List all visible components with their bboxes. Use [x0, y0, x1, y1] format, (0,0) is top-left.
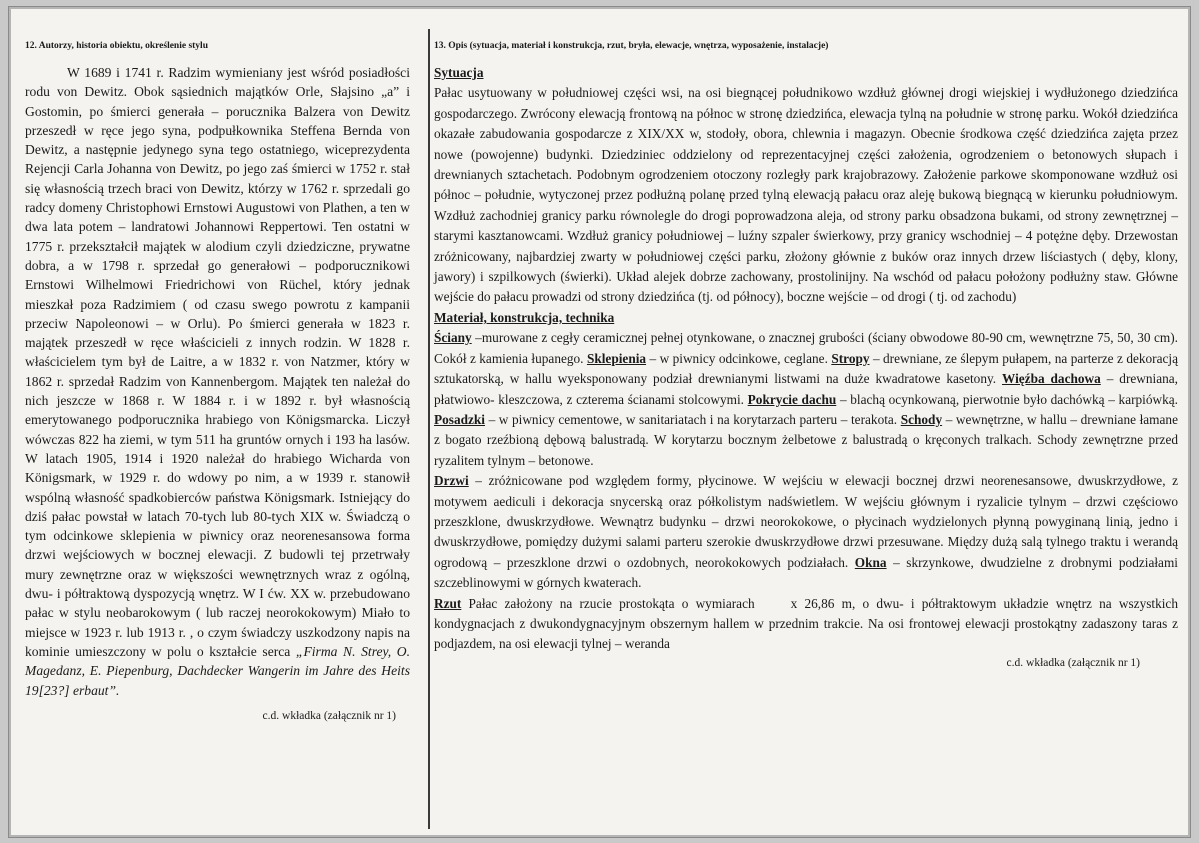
rzut-paragraph: Rzut Pałac założony na rzucie prostokąta o wymiarach x 26,86 m, o dwu- i półtraktowym układzie wnętrz na wszystkich kondygnacjach z dwukondygnacyjnym obszernym hallem w przednim trakcie. Na osi frontowej elewacji prostokątny zadaszony taras z podjazdem, na osi elewacji tylnej – weranda [434, 595, 1178, 652]
label-rzut: Rzut [434, 595, 462, 611]
history-text: W 1689 i 1741 r. Radzim wymieniany jest wśród posiadłości rodu von Dewitz. Obok sąsiednich majątków Orle, Słajsino „a” i Gostomin, po śmierci generała – porucznika Balzera von Dewitz przeszedł w ręce jego syna, podpułkownika Steffena Bernda von Dewitz, a następnie jedynego syna tego ostatniego, wiceprezydenta Rejencji Carla Johanna von Dewitz, po jego zaś śmierci w 1752 r. stał się własnością trzech braci von Dewitz, którzy w 1762 r. sprzedali go radcy domeny Christophowi Ernstowi Augustowi von Plathen, a ten w dwa lata potem – landratowi Johannowi Reppertowi. Ten ostatni w 1775 r. przekształcił majątek w alodium czyli dziedziczne, prywatne dobra, a w 1798 r. sprzedał go generałowi – podporucznikowi Ernstowi Wilhelmowi Friedrichowi von Rüchel, który jednak mieszkał poza Radzimiem ( od czasu swego powrotu z kampanii przeciw Napoleonowi – w Orlu). Po śmierci generała w 1823 r. majątek przeszedł w ręce właścicieli z innych rodzin. W 1828 r. właścicielem tym był de Laitre, a w 1832 r. von Natzmer, który w 1862 r. sprzedał Radzim von Kannenbergom. Majątek ten należał do nich jeszcze w 1868 r. W 1884 r. i w 1892 r. był własnością emerytowanego podporucznika hrabiego von Königsmarcka. Liczył wówczas 822 ha ziemi, w tym 511 ha gruntów ornych i 193 ha lasów. W latach 1905, 1914 i 1920 należał do hrabiego Wicharda von Königsmark, w 1929 r. do wdowy po nim, a w 1939 r. stanowił wspólną własność spadkobierców państwa Königsmark. Istniejący do dziś pałac powstał w latach 70-tych lub 80-tych XIX w. Świadczą o tym odcinkowe sklepienia w piwnicy oraz neorenesansowa forma drzwi wejściowych w bocznej elewacji. Z budowli tej przetrwały mury zewnętrzne oraz w większości wewnętrznych wraz z ogólną, dwu- i półtraktową dyspozycją wnętrz. W I ćw. XX w. przebudowano pałac w stylu neobarokowym ( lub raczej neorokokowym) Miało to miejsce w 1923 r. lub 1913 r. , o czym świadczy uszkodzony napis na kominie umieszczony w polu o kształcie serca [25, 65, 410, 659]
section-13-heading: 13. Opis (sytuacja, materiał i konstrukcja, rzut, bryła, elewacje, wnętrza, wyposażenie, instalacje) [434, 41, 829, 51]
label-pokrycie: Pokrycie dachu [747, 391, 837, 407]
section-12-history [25, 41, 410, 722]
chimney-inscription-quote: „Firma N. Strey, O. Magedanz, E. Piepenburg, Dachdecker Wangerin im Jahre des Heits 19[23?] erbaut”. [25, 643, 410, 698]
label-stropy: Stropy [831, 350, 870, 366]
section-12-heading: 12. Autorzy, historia obiektu, określenie stylu [25, 41, 208, 51]
label-posadzki: Posadzki [434, 411, 485, 427]
material-title: Materiał, konstrukcja, technika [434, 309, 615, 325]
label-schody: Schody [900, 411, 943, 427]
sytuacja-text: Pałac usytuowany w południowej części wsi, na osi biegnącej południkowo wzdłuż głównej drogi wiejskiej i wydłużonego dziedzińca gospodarczego. Zwrócony elewacją frontową na północ w stronę dziedzińca, elewacja tylną na południe w stronę parku. Wokół dziedzińca okazałe zabudowania gospodarcze z XIX/XX w, stodoły, obora, chlewnia i magazyn. Obecnie środkowa część dziedzińca zajęta przez nowe (powojenne) budynki. Dziedziniec oddzielony od reprezentacyjnej części założenia, ogrodzeniem o betonowych słupach i drewnianych sztachetach. Podobnym ogrodzeniem otoczony rozległy park krajobrazowy. Założenie parkowe skomponowane wzdłuż osi północ – południe, wytyczonej przez podłużną polanę przed tylną elewacją pałacu oraz aleję bukową biegnącą w kierunku południowym. Wzdłuż zachodniej granicy parku równolegle do drogi poprowadzona aleja, od strony parku obsadzona bukami, od strony zewnętrznej – starymi kasztanowcami. Wzdłuż granicy południowej – luźny szpaler świerkowy, przy granicy wschodniej – 4 potężne dęby. Drzewostan zróżnicowany, najbardziej zwarty w południowej części parku, złożony głównie z buków oraz innych drzew liściastych ( dęby, klony, jawory) i szpilkowych (świerki). Układ alejek dobrze zachowany, prostoliniјny. Na wschód od pałacu położony podłużny staw. Główne wejście do pałacu prowadzi od strony dziedzińca (tj. od północy), boczne wejście – od drogi ( tj. od zachodu) [434, 85, 1178, 305]
continuation-note-right: c.d. wkładka (załącznik nr 1) [1006, 656, 1140, 669]
label-okna: Okna [854, 554, 887, 570]
continuation-note-left: c.d. wkładka (załącznik nr 1) [262, 709, 396, 722]
label-sciany: Ściany [434, 330, 472, 346]
section-13-description [434, 41, 1178, 669]
label-drzwi: Drzwi [434, 473, 469, 489]
sytuacja-title: Sytuacja [434, 65, 484, 80]
column-divider [428, 29, 430, 829]
history-paragraph [25, 63, 410, 700]
label-sklepienia: Sklepienia [586, 350, 647, 366]
label-wiezba: Więźba dachowa [1002, 371, 1101, 387]
document-sheet [8, 6, 1191, 838]
walls-construction-paragraph: Ściany –murowane z cegły ceramicznej pełnej otynkowane, o znacznej grubości (ściany obwodowe 80-90 cm, wewnętrzne 75, 50, 30 cm). Cokół z kamienia łupanego. Sklepienia – w piwnicy odcinkowe, ceglane. Stropy – drewniane, ze ślepym pułapem, na parterze z dekoracją sztukatorską, w hallu wyeksponowany podział drewnianymi listwami na duże kwadratowe kasetony. Więźba dachowa – drewniana, płatwiowo- kleszczowa, z czterema ścianami stolcowymi. Pokrycie dachu – blachą ocynkowaną, pierwotnie było dachówką – karpiówką. Posadzki – w piwnicy cementowe, w sanitariatach i na korytarzach parteru – terakota. Schody – wewnętrzne, w hallu – drewniane łamane z bogato rzeźbioną dębową balustradą. W korytarzu bocznym żelbetowe z balustradą o kręconych tralkach. Schody zewnętrzne przed ryzalitem tylnym – betonowe. [434, 330, 1179, 468]
doors-windows-paragraph: Drzwi – zróżnicowane pod względem formy, płycinowe. W wejściu w elewacji bocznej drzwi neorenesansowe, dwuskrzydłowe, z motywem aediculi i dekoracja snycerską oraz półkolistym nadświetlem. W wejściu głównym i ryzalicie tylnym – drzwi częściowo przeszklone, dwuskrzydłowe. Wewnątrz budynku – drzwi neorokokowe, o płycinach wydzielonych płynną powyginaną linią, jedno i dwuskrzydłowe, pomiędzy dużymi salami parteru szerokie dwuskrzydłowe drzwi przesuwane. Między dużą salą tylnego traktu i werandą ogrodową – przeszklone drzwi o ozdobnych, neorokokowych podziałach. Okna – skrzynkowe, dwudzielne z drobnymi podziałami szczeblinowymi w górnych kwaterach. [434, 473, 1178, 591]
